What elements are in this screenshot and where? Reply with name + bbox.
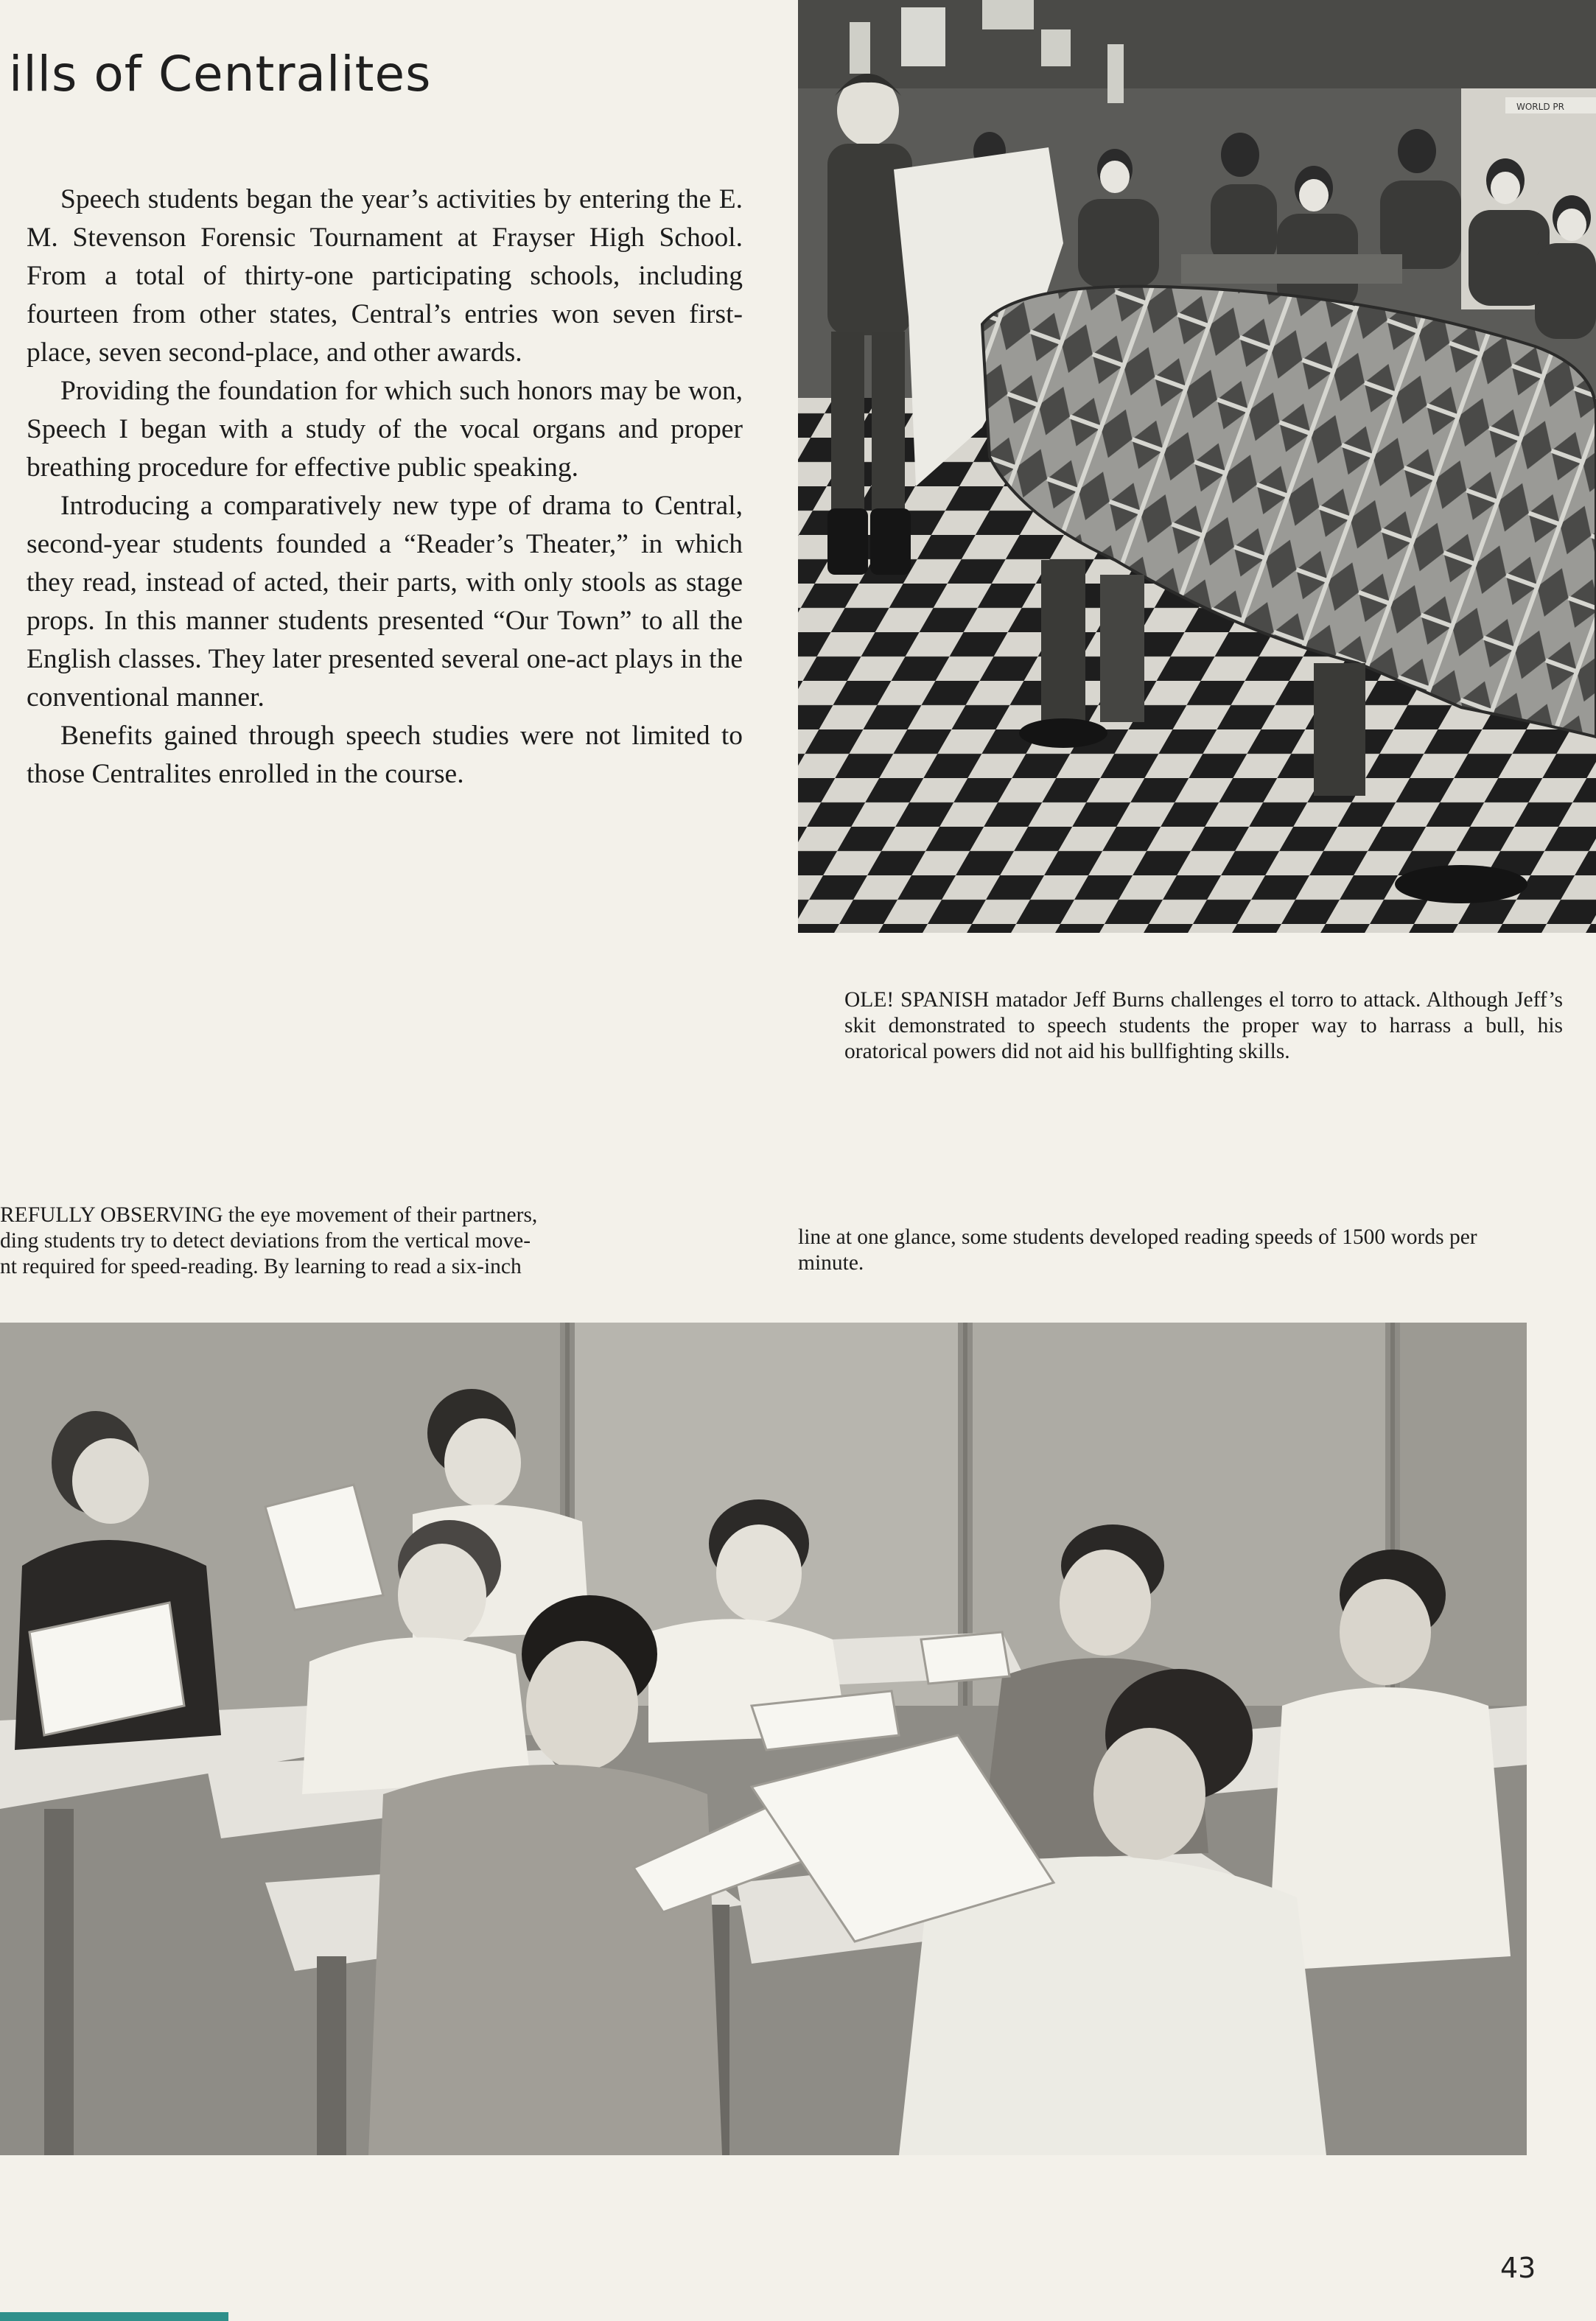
speed-reading-class-illustration — [0, 1323, 1527, 2155]
article-paragraph: Introducing a comparatively new type of drama to Central, second-year students founded a “Reader’s Theater,” in which they read, instead of acted, their parts, with only stools as stage props. In this manner students presented “Our Town” to all the English classes. They later presented several one-act plays in the conventional manner. — [27, 491, 743, 713]
bottom-accent-strip — [0, 2312, 228, 2321]
caption-line: nt required for speed-reading. By learning to read a six-inch — [0, 1255, 522, 1278]
bullfight-photo-caption: OLE! SPANISH matador Jeff Burns challenges el torro to attack. Although Jeff’s skit demonstrated to speech students the proper way to harrass a bull, his oratorical powers did not aid his bullfighting skills. — [844, 987, 1563, 1063]
page-number: 43 — [1500, 2252, 1536, 2284]
bullfight-skit-illustration — [798, 0, 1596, 933]
wall-sign-text: WORLD PR — [1516, 102, 1564, 112]
page-title: ills of Centralites — [9, 46, 432, 102]
article-paragraph: Providing the foundation for which such honors may be won, Speech I began with a study of the vocal organs and proper breathing procedure for effective public speaking. — [27, 376, 743, 483]
speed-reading-class-photo — [0, 1323, 1527, 2155]
caption-line: ding students try to detect deviations from the vertical move- — [0, 1229, 531, 1253]
speed-reading-caption-right: line at one glance, some students developed reading speeds of 1500 words per minute. — [798, 1225, 1477, 1275]
caption-line: REFULLY OBSERVING the eye movement of their partners, — [0, 1203, 538, 1227]
article-body — [27, 181, 743, 794]
speed-reading-caption-left — [0, 1202, 694, 1280]
bullfight-skit-photo — [798, 0, 1596, 933]
article-paragraph: Benefits gained through speech studies were not limited to those Centralites enrolled in the course. — [27, 721, 743, 789]
article-paragraph: Speech students began the year’s activities by entering the E. M. Stevenson Forensic Tournament at Frayser High School. From a total of thirty-one participating schools, including fourteen from other states, Central’s entries won seven first-place, seven second-place, and other awards. — [27, 184, 743, 368]
